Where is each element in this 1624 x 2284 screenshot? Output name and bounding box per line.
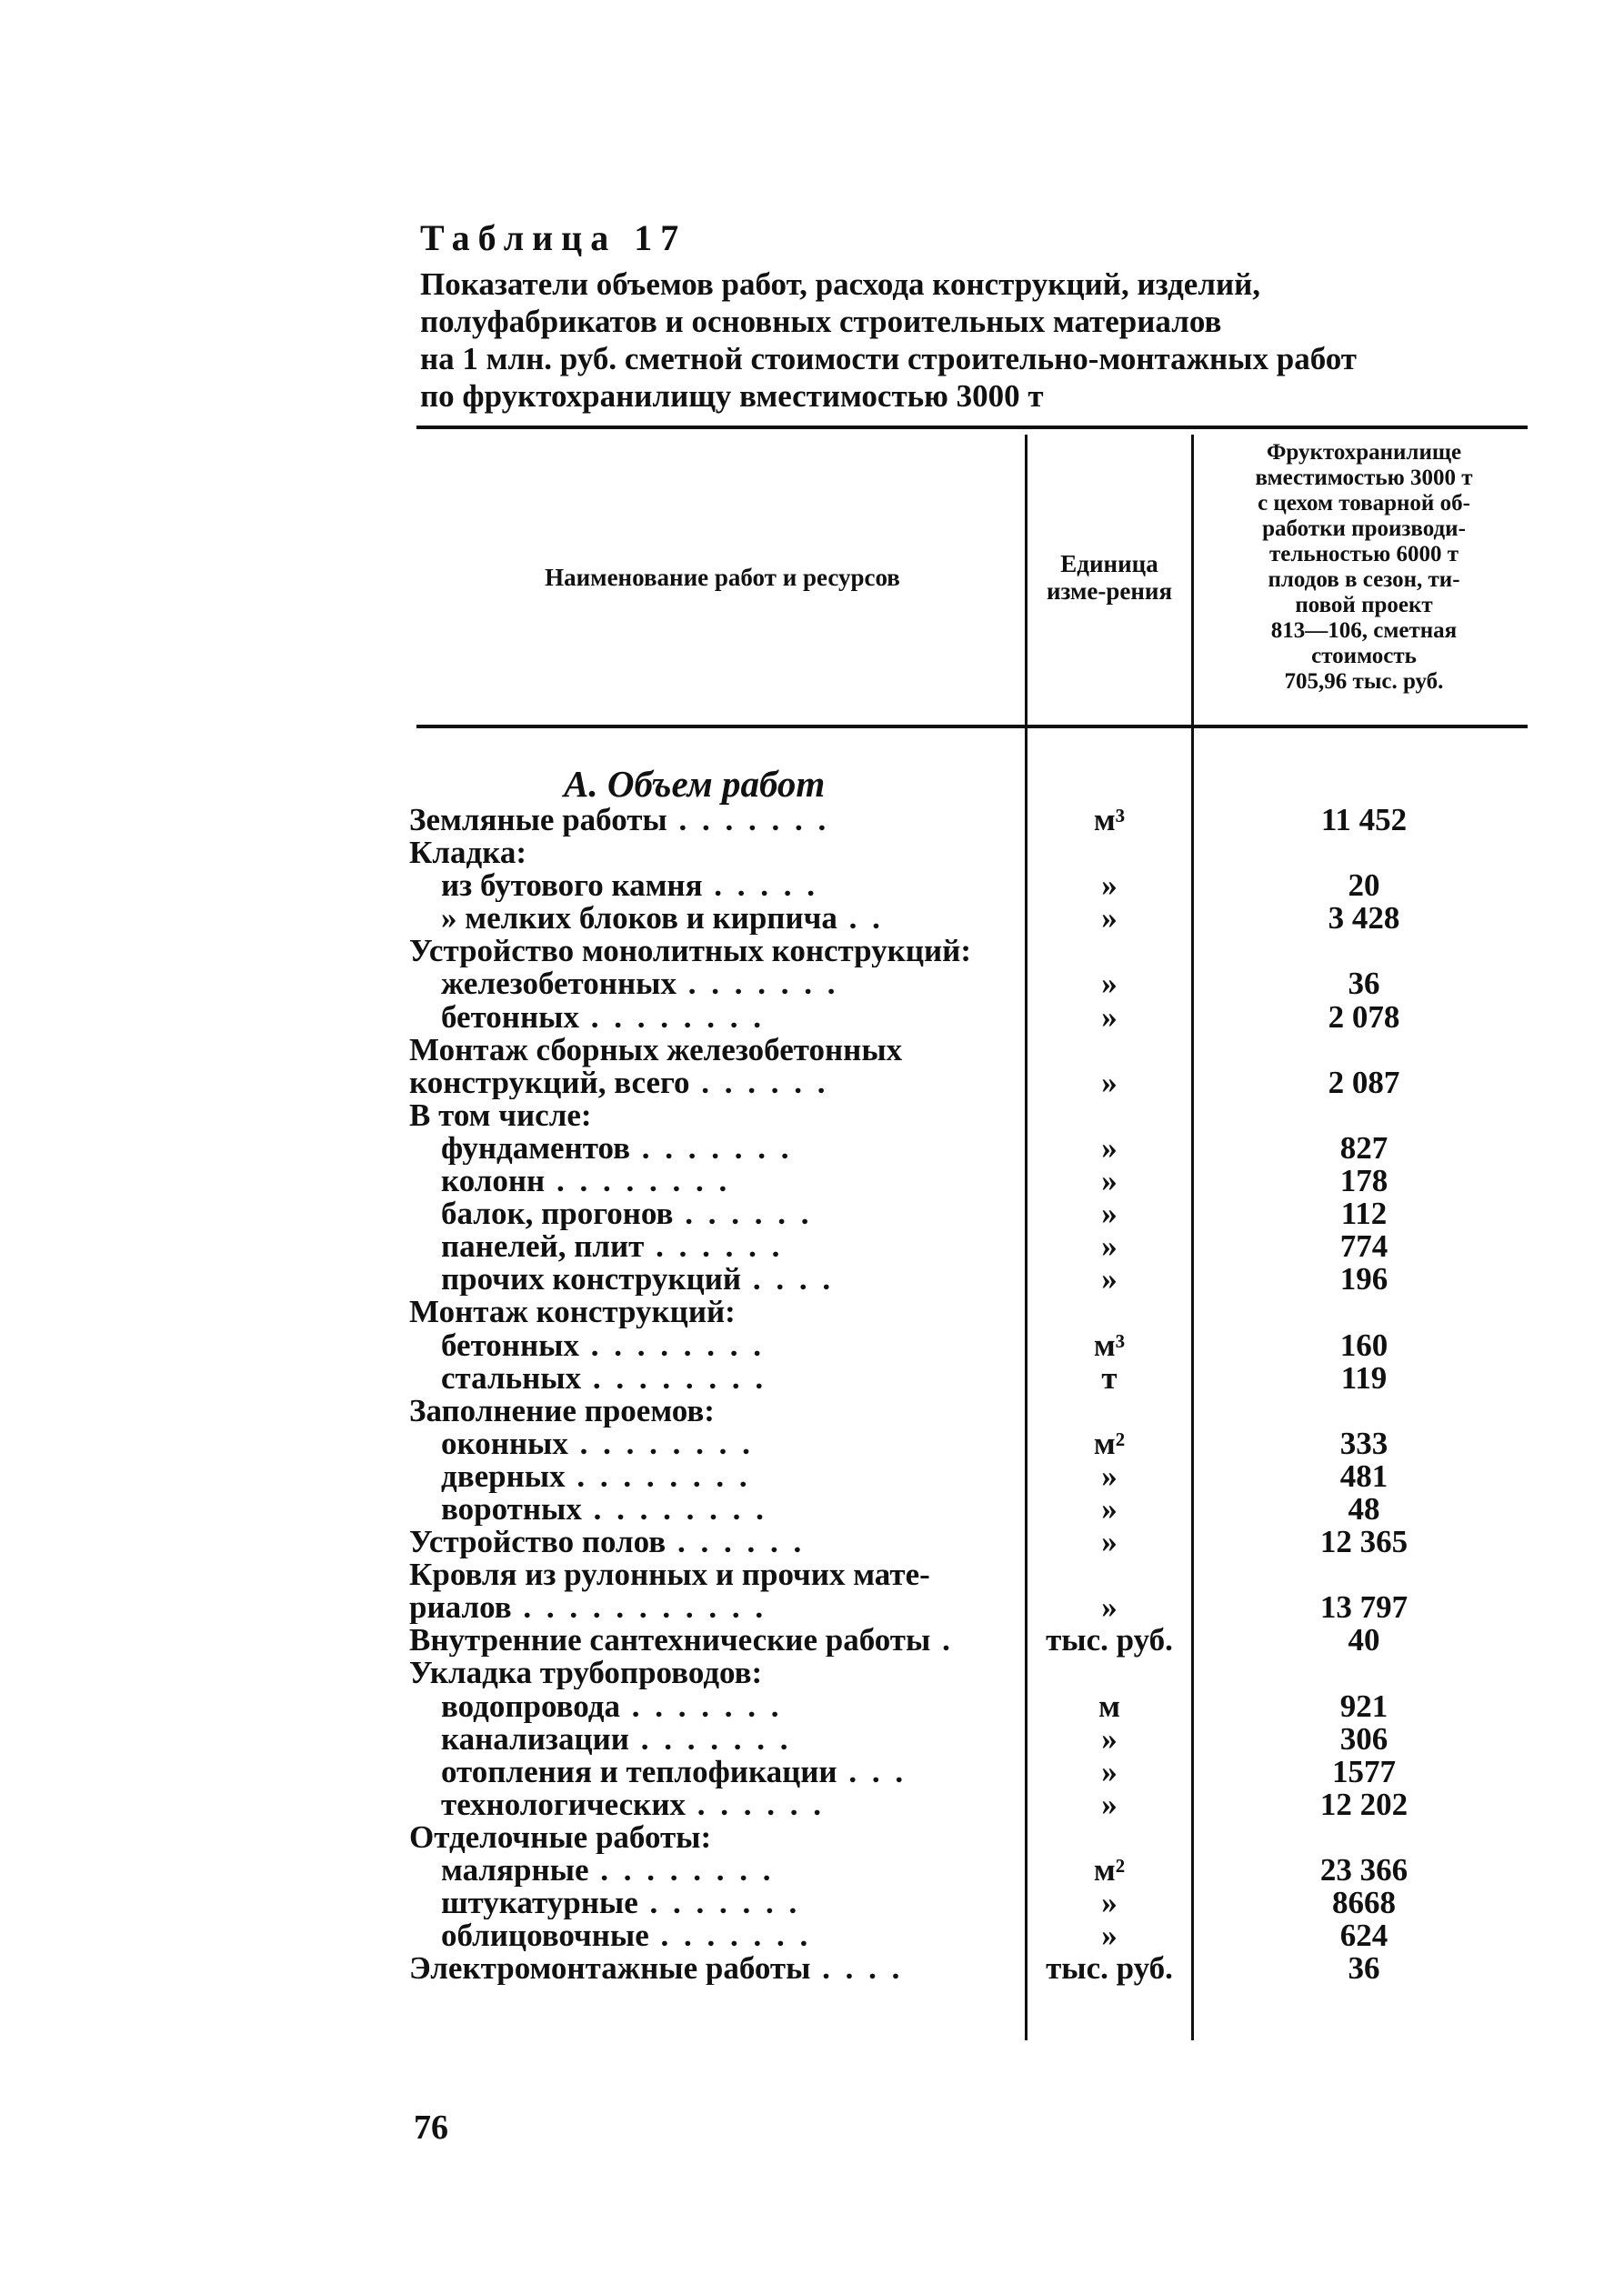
row-name — [409, 1690, 1009, 1723]
table-row — [409, 902, 1528, 935]
row-leader-dots: . . . . . . . — [628, 1722, 792, 1756]
table-title-line: на 1 млн. руб. сметной стоимости строительно-монтажных работ — [420, 341, 1357, 376]
table-row — [409, 1359, 1528, 1396]
row-name-text: Кладка: — [409, 836, 527, 870]
table-row — [409, 1099, 1528, 1132]
table-row — [409, 1329, 1528, 1362]
row-name-text: » мелких блоков и кирпича — [409, 902, 837, 936]
row-value: 1577 — [1332, 1753, 1396, 1789]
row-name — [409, 1428, 1009, 1460]
table-row — [409, 1296, 1528, 1328]
row-unit: » — [1101, 1918, 1118, 1954]
row-unit: » — [1101, 1786, 1118, 1822]
row-name — [409, 902, 1009, 935]
table-row — [409, 1624, 1528, 1657]
table-row — [409, 967, 1528, 1000]
header-value-line: вместимостью 3000 т — [1255, 466, 1473, 490]
row-name — [409, 1197, 1009, 1230]
row-name — [409, 967, 1009, 1000]
row-name — [409, 935, 1009, 967]
row-leader-dots: . . . . . . . . — [588, 1854, 775, 1887]
table-title-line: по фруктохранилищу вместимостью 3000 т — [420, 378, 1044, 414]
row-name-text: штукатурные — [409, 1887, 638, 1920]
row-name — [409, 1329, 1009, 1362]
row-value: 827 — [1339, 1129, 1388, 1166]
row-name-text: Электромонтажные работы — [409, 1952, 811, 1986]
table-row — [409, 869, 1528, 902]
row-name-text: железобетонных — [409, 967, 677, 1001]
table-row — [409, 1919, 1528, 1952]
row-name — [409, 869, 1009, 902]
row-name-text: Внутренние сантехнические работы — [409, 1624, 931, 1658]
row-name-text: водопровода — [409, 1689, 620, 1723]
row-value: 12 202 — [1319, 1786, 1408, 1822]
row-name-text: отопления и теплофикации — [409, 1755, 837, 1788]
table-row — [409, 1165, 1528, 1197]
row-name-text: Монтаж сборных железобетонных — [409, 1033, 903, 1067]
row-name — [409, 1558, 1009, 1624]
header-value-line: стоимость — [1311, 644, 1417, 668]
row-value: 20 — [1348, 867, 1380, 904]
header-value — [1200, 440, 1528, 695]
row-name-text: Устройство полов — [409, 1526, 667, 1559]
row-name-text: из бутового камня — [409, 869, 703, 903]
row-name-text: Монтаж конструкций: — [409, 1296, 736, 1329]
table-row — [409, 935, 1528, 967]
row-name — [409, 1362, 1009, 1395]
row-value: 36 — [1348, 966, 1380, 1002]
row-value: 23 366 — [1319, 1852, 1408, 1888]
row-name — [409, 1263, 1009, 1296]
row-leader-dots: . . . . . . — [673, 1197, 813, 1231]
row-name-text: бетонных — [409, 1000, 579, 1034]
row-unit: » — [1101, 1458, 1118, 1494]
row-name-text: прочих конструкций — [409, 1263, 742, 1297]
row-leader-dots: . . . . . . . . — [567, 1427, 754, 1460]
table-row — [409, 1657, 1528, 1689]
row-leader-dots: . . — [837, 902, 884, 936]
row-value: 481 — [1339, 1458, 1388, 1494]
row-unit: м³ — [1093, 802, 1126, 837]
row-name-text: оконных — [409, 1427, 568, 1460]
row-leader-dots: . . . . . . . — [648, 1919, 812, 1953]
row-unit: м² — [1093, 1425, 1126, 1461]
row-value: 36 — [1348, 1950, 1380, 1987]
row-value: 8668 — [1332, 1885, 1396, 1921]
row-unit: м² — [1093, 1852, 1126, 1888]
table-row — [409, 1720, 1528, 1757]
row-name — [409, 1230, 1009, 1263]
row-name — [409, 1788, 1009, 1821]
table-row — [409, 1263, 1528, 1296]
table-title-line: полуфабрикатов и основных строительных материалов — [420, 304, 1222, 339]
row-name — [409, 1034, 1009, 1099]
row-unit: » — [1101, 1261, 1118, 1297]
row-leader-dots: . . . . . . — [686, 1788, 825, 1821]
row-name-text: балок, прогонов — [409, 1197, 674, 1231]
row-name-text: панелей, плит — [409, 1230, 645, 1264]
row-name-text: Укладка трубопроводов: — [409, 1657, 763, 1690]
row-unit: » — [1101, 1196, 1118, 1232]
row-unit: » — [1101, 867, 1118, 904]
row-unit: » — [1101, 1129, 1118, 1166]
row-name-text: фундаментов — [409, 1131, 631, 1165]
table-row — [409, 998, 1528, 1035]
header-value-line: плодов в сезон, ти- — [1268, 567, 1460, 592]
row-value: 13 797 — [1319, 1589, 1408, 1626]
table-body — [409, 804, 1528, 1985]
row-leader-dots: . . . . . . . — [637, 1887, 801, 1920]
table-row — [409, 1425, 1528, 1461]
row-value: 333 — [1339, 1425, 1388, 1461]
table-row — [409, 1690, 1528, 1723]
row-leader-dots: . . . . . — [702, 869, 819, 903]
row-name — [409, 1854, 1009, 1887]
row-unit: » — [1101, 1589, 1118, 1626]
table-row — [409, 1753, 1528, 1789]
header-value-line: 705,96 тыс. руб. — [1284, 669, 1444, 694]
row-value: 40 — [1348, 1622, 1380, 1658]
row-name-text: колонн — [409, 1165, 546, 1198]
row-value: 119 — [1340, 1359, 1388, 1396]
table-row — [409, 1854, 1528, 1887]
table-row — [409, 1230, 1528, 1263]
row-name-text: Кровля из рулонных и прочих мате- — [409, 1558, 930, 1593]
row-name — [409, 1952, 1009, 1985]
row-name — [409, 1395, 1009, 1428]
row-unit: » — [1101, 1163, 1118, 1199]
table-row — [409, 1490, 1528, 1527]
table-title-line: Показатели объемов работ, расхода конструкций, изделий, — [420, 266, 1261, 302]
section-heading: А. Объем работ — [564, 763, 826, 805]
row-leader-dots: . . . . . . . — [676, 967, 839, 1001]
header-value-line: работки производи- — [1262, 516, 1466, 541]
row-name — [409, 1887, 1009, 1919]
row-name — [409, 1296, 1009, 1328]
row-leader-dots: . — [930, 1624, 954, 1658]
row-name — [409, 804, 1009, 836]
row-unit: т — [1101, 1359, 1118, 1396]
row-leader-dots: . . . . — [810, 1952, 904, 1986]
row-name — [409, 1723, 1009, 1756]
row-leader-dots: . . . . . . . . — [565, 1459, 751, 1493]
table-label: Таблица 17 — [420, 217, 687, 258]
row-unit: м — [1098, 1688, 1120, 1724]
row-name-text: Земляные работы — [409, 804, 667, 836]
table-row — [409, 804, 1528, 836]
row-leader-dots: . . . . . . . . — [545, 1165, 731, 1198]
row-name-text: Заполнение проемов: — [409, 1394, 715, 1428]
row-unit: м³ — [1093, 1327, 1126, 1363]
row-name — [409, 1165, 1009, 1197]
row-name-text: канализации — [409, 1722, 629, 1756]
row-value: 160 — [1339, 1327, 1388, 1363]
header-value-line: Фруктохранилище — [1266, 440, 1462, 465]
row-name-text: бетонных — [409, 1328, 579, 1362]
row-name-text: дверных — [409, 1459, 566, 1493]
row-name-text: малярные — [409, 1854, 589, 1887]
row-unit: » — [1101, 1490, 1118, 1527]
row-value: 624 — [1339, 1918, 1388, 1954]
row-value: 3 428 — [1328, 900, 1400, 937]
row-unit: тыс. руб. — [1046, 1950, 1173, 1987]
header-value-line: повой проект — [1295, 593, 1433, 617]
table-top-rule — [416, 426, 1528, 429]
row-name — [409, 836, 1009, 869]
table-row — [409, 1395, 1528, 1428]
row-value: 48 — [1348, 1490, 1380, 1527]
row-name-text: облицовочные — [409, 1919, 649, 1953]
row-unit: » — [1101, 1524, 1118, 1560]
row-name — [409, 1493, 1009, 1526]
row-name-text: стальных — [409, 1361, 582, 1395]
row-leader-dots: . . . . . . — [644, 1230, 784, 1264]
row-leader-dots: . . . . . . . . . . . — [511, 1589, 767, 1625]
table-row — [409, 1887, 1528, 1919]
row-value: 2 078 — [1328, 998, 1400, 1035]
row-name-text: технологических — [409, 1788, 686, 1821]
header-value-line: с цехом товарной об- — [1258, 491, 1470, 516]
row-value: 196 — [1339, 1261, 1388, 1297]
table-row — [409, 1034, 1528, 1099]
row-leader-dots: . . . . . . — [666, 1526, 806, 1559]
table-row — [409, 836, 1528, 869]
row-name — [409, 1099, 1009, 1132]
row-value: 11 452 — [1320, 802, 1408, 837]
row-unit: » — [1101, 1720, 1118, 1757]
table-row — [409, 1788, 1528, 1821]
row-leader-dots: . . . . . . . . — [581, 1492, 767, 1526]
row-leader-dots: . . . . . . . . — [578, 1000, 765, 1034]
row-value: 178 — [1339, 1163, 1388, 1199]
row-unit: » — [1101, 900, 1118, 937]
row-name — [409, 1624, 1009, 1657]
table-row — [409, 1821, 1528, 1854]
row-name-text: Отделочные работы: — [409, 1820, 712, 1854]
header-value-line: тельностью 6000 т — [1268, 542, 1459, 566]
header-bottom-rule — [416, 725, 1528, 728]
row-leader-dots: . . . . . . . — [630, 1131, 793, 1165]
row-unit: » — [1101, 1885, 1118, 1921]
row-value: 12 365 — [1319, 1524, 1408, 1560]
row-unit: » — [1101, 1753, 1118, 1789]
table-row — [409, 1526, 1528, 1558]
row-value: 306 — [1339, 1720, 1388, 1757]
row-name-text: риалов — [409, 1589, 512, 1625]
row-name — [409, 1919, 1009, 1952]
row-leader-dots: . . . . . . . — [667, 804, 830, 836]
row-unit: тыс. руб. — [1046, 1622, 1173, 1658]
row-name — [409, 1001, 1009, 1034]
row-unit: » — [1101, 1228, 1118, 1265]
row-name — [409, 1132, 1009, 1165]
row-name-text: В том числе: — [409, 1098, 592, 1132]
row-name — [409, 1756, 1009, 1788]
row-leader-dots: . . . . — [741, 1263, 835, 1297]
row-value: 2 087 — [1328, 1064, 1400, 1100]
table-row — [409, 1129, 1528, 1166]
row-name — [409, 1460, 1009, 1493]
header-value-line: 813—106, сметная — [1270, 618, 1458, 643]
header-name: Наименование работ и ресурсов — [545, 563, 900, 591]
row-leader-dots: . . . . . . — [689, 1064, 829, 1099]
row-value: 921 — [1339, 1688, 1388, 1724]
row-value: 112 — [1340, 1196, 1388, 1232]
table-row — [409, 1197, 1528, 1230]
row-name — [409, 1657, 1009, 1689]
table-row — [409, 1460, 1528, 1493]
table-title — [420, 265, 1511, 415]
row-leader-dots: . . . — [837, 1755, 907, 1788]
row-value: 774 — [1339, 1228, 1388, 1265]
row-unit: » — [1101, 998, 1118, 1035]
row-leader-dots: . . . . . . . . — [578, 1328, 765, 1362]
page-number: 76 — [414, 2109, 448, 2147]
row-leader-dots: . . . . . . . . — [581, 1361, 767, 1395]
row-name — [409, 1526, 1009, 1558]
header-unit: Единица изме-рения — [1046, 550, 1173, 605]
row-leader-dots: . . . . . . . — [619, 1689, 783, 1723]
table-row — [409, 1558, 1528, 1624]
row-name-text: воротных — [409, 1492, 582, 1526]
row-name-text: Устройство монолитных конструкций: — [409, 935, 972, 968]
row-name — [409, 1821, 1009, 1854]
row-name-text: конструкций, всего — [409, 1064, 690, 1099]
row-unit: » — [1101, 1064, 1118, 1100]
table-row — [409, 1952, 1528, 1985]
row-unit: » — [1101, 966, 1118, 1002]
